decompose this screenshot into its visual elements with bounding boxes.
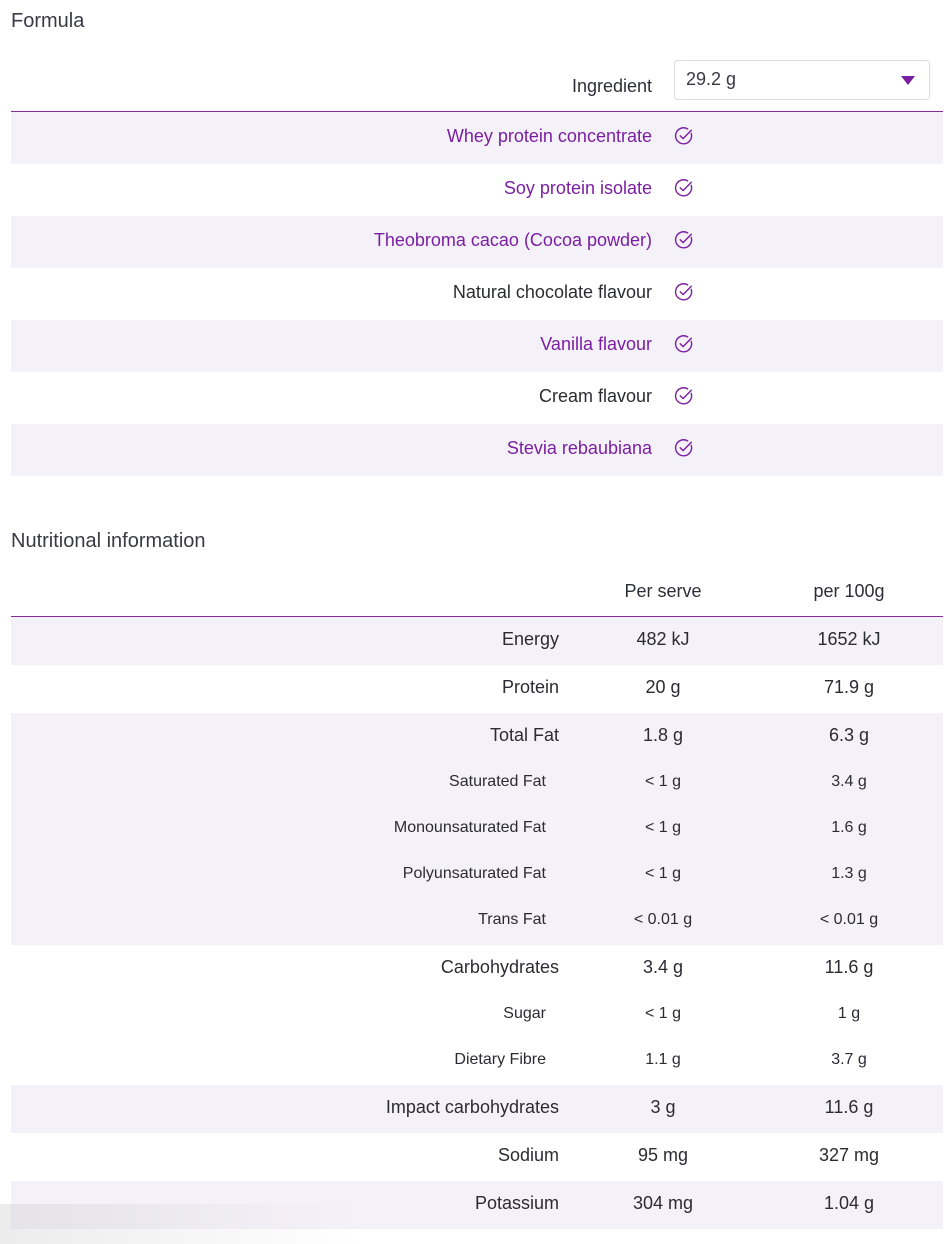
per-100g-value: 3.7 g [831,1051,867,1068]
per-serve-value: < 1 g [644,773,682,790]
nutrition-row [11,761,943,807]
ingredient-name: Natural chocolate flavour [452,282,652,302]
per-serve-value: < 1 g [644,819,682,836]
per-100g-value: 11.6 g [824,957,874,977]
ingredient-name[interactable]: Stevia rebaubiana [506,438,652,458]
nutrient-label: Energy [501,629,559,649]
per-serve-value: 95 mg [637,1145,689,1165]
nutrient-label: Protein [501,677,559,697]
nutrient-label: Saturated Fat [449,773,546,790]
per-serve-value: 1.8 g [642,725,684,745]
per-serve-value: 3.4 g [642,957,684,977]
nutrition-row [11,945,943,993]
per-100g-value: 1.6 g [831,819,867,836]
ingredient-list [11,112,943,476]
nutrient-label: Impact carbohydrates [385,1097,559,1117]
nutrient-label: Polyunsaturated Fat [402,865,546,882]
nutrition-row [11,807,943,853]
ingredient-header [11,60,943,112]
nutrient-label: Potassium [474,1193,559,1213]
ingredient-row [11,268,943,320]
serving-size-select[interactable] [674,60,930,100]
nutrient-label: Total Fat [489,725,559,745]
per-serve-value: 304 mg [632,1193,694,1213]
per-100g-value: 1.04 g [823,1193,875,1213]
per-100g-value: 71.9 g [823,677,875,697]
serving-size-value: 29.2 g [686,69,737,89]
nutrition-row [11,665,943,713]
check-circle-icon [674,334,694,354]
check-circle-icon [674,438,694,458]
per-serve-header: Per serve [624,581,702,601]
ingredient-name: Cream flavour [538,386,652,406]
per-100g-value: 1.3 g [831,865,867,882]
nutrient-label: Carbohydrates [440,957,559,977]
caret-down-icon [901,76,915,85]
check-circle-icon [674,178,694,198]
nutrition-row [11,617,943,665]
bottom-fade [0,1204,360,1244]
ingredient-row [11,164,943,216]
formula-title: Formula [11,10,85,32]
nutrition-header [11,568,943,617]
per-100g-value: 1652 kJ [817,629,881,649]
per-100g-value: 3.4 g [831,773,867,790]
per-serve-value: 482 kJ [636,629,690,649]
nutrient-label: Sodium [497,1145,559,1165]
nutrition-row [11,853,943,899]
per-serve-value: < 1 g [644,865,682,882]
per-100g-value: < 0.01 g [819,911,879,928]
nutrition-table [11,617,943,1229]
nutrient-label: Monounsaturated Fat [393,819,546,836]
per-serve-value: < 1 g [644,1005,682,1022]
nutrition-title: Nutritional information [11,530,206,552]
nutrition-row [11,1133,943,1181]
per-100g-value: 11.6 g [824,1097,874,1117]
nutrition-row [11,993,943,1039]
nutrient-label: Trans Fat [478,911,546,928]
ingredient-row [11,112,943,164]
nutrition-row [11,1085,943,1133]
ingredient-name[interactable]: Vanilla flavour [540,334,652,354]
per-serve-value: 20 g [645,677,681,697]
ingredient-name[interactable]: Whey protein concentrate [446,126,652,146]
check-circle-icon [674,282,694,302]
ingredient-row [11,424,943,476]
per-serve-value: < 0.01 g [633,911,693,928]
per-100g-value: 6.3 g [828,725,870,745]
ingredient-row [11,320,943,372]
nutrient-label: Dietary Fibre [454,1051,546,1068]
ingredient-name[interactable]: Soy protein isolate [503,178,652,198]
ingredient-column-label: Ingredient [571,76,652,96]
per-100g-value: 327 mg [818,1145,880,1165]
ingredient-row [11,216,943,268]
nutrition-row [11,713,943,761]
per-serve-value: 3 g [650,1097,676,1117]
nutrient-label: Sugar [503,1005,546,1022]
ingredient-name[interactable]: Theobroma cacao (Cocoa powder) [373,230,652,250]
check-circle-icon [674,126,694,146]
nutrition-row [11,899,943,945]
nutrition-row [11,1039,943,1085]
ingredient-row [11,372,943,424]
per-serve-value: 1.1 g [645,1051,681,1068]
per-100g-value: 1 g [837,1005,861,1022]
check-circle-icon [674,386,694,406]
per-100g-header: per 100g [813,581,885,601]
check-circle-icon [674,230,694,250]
